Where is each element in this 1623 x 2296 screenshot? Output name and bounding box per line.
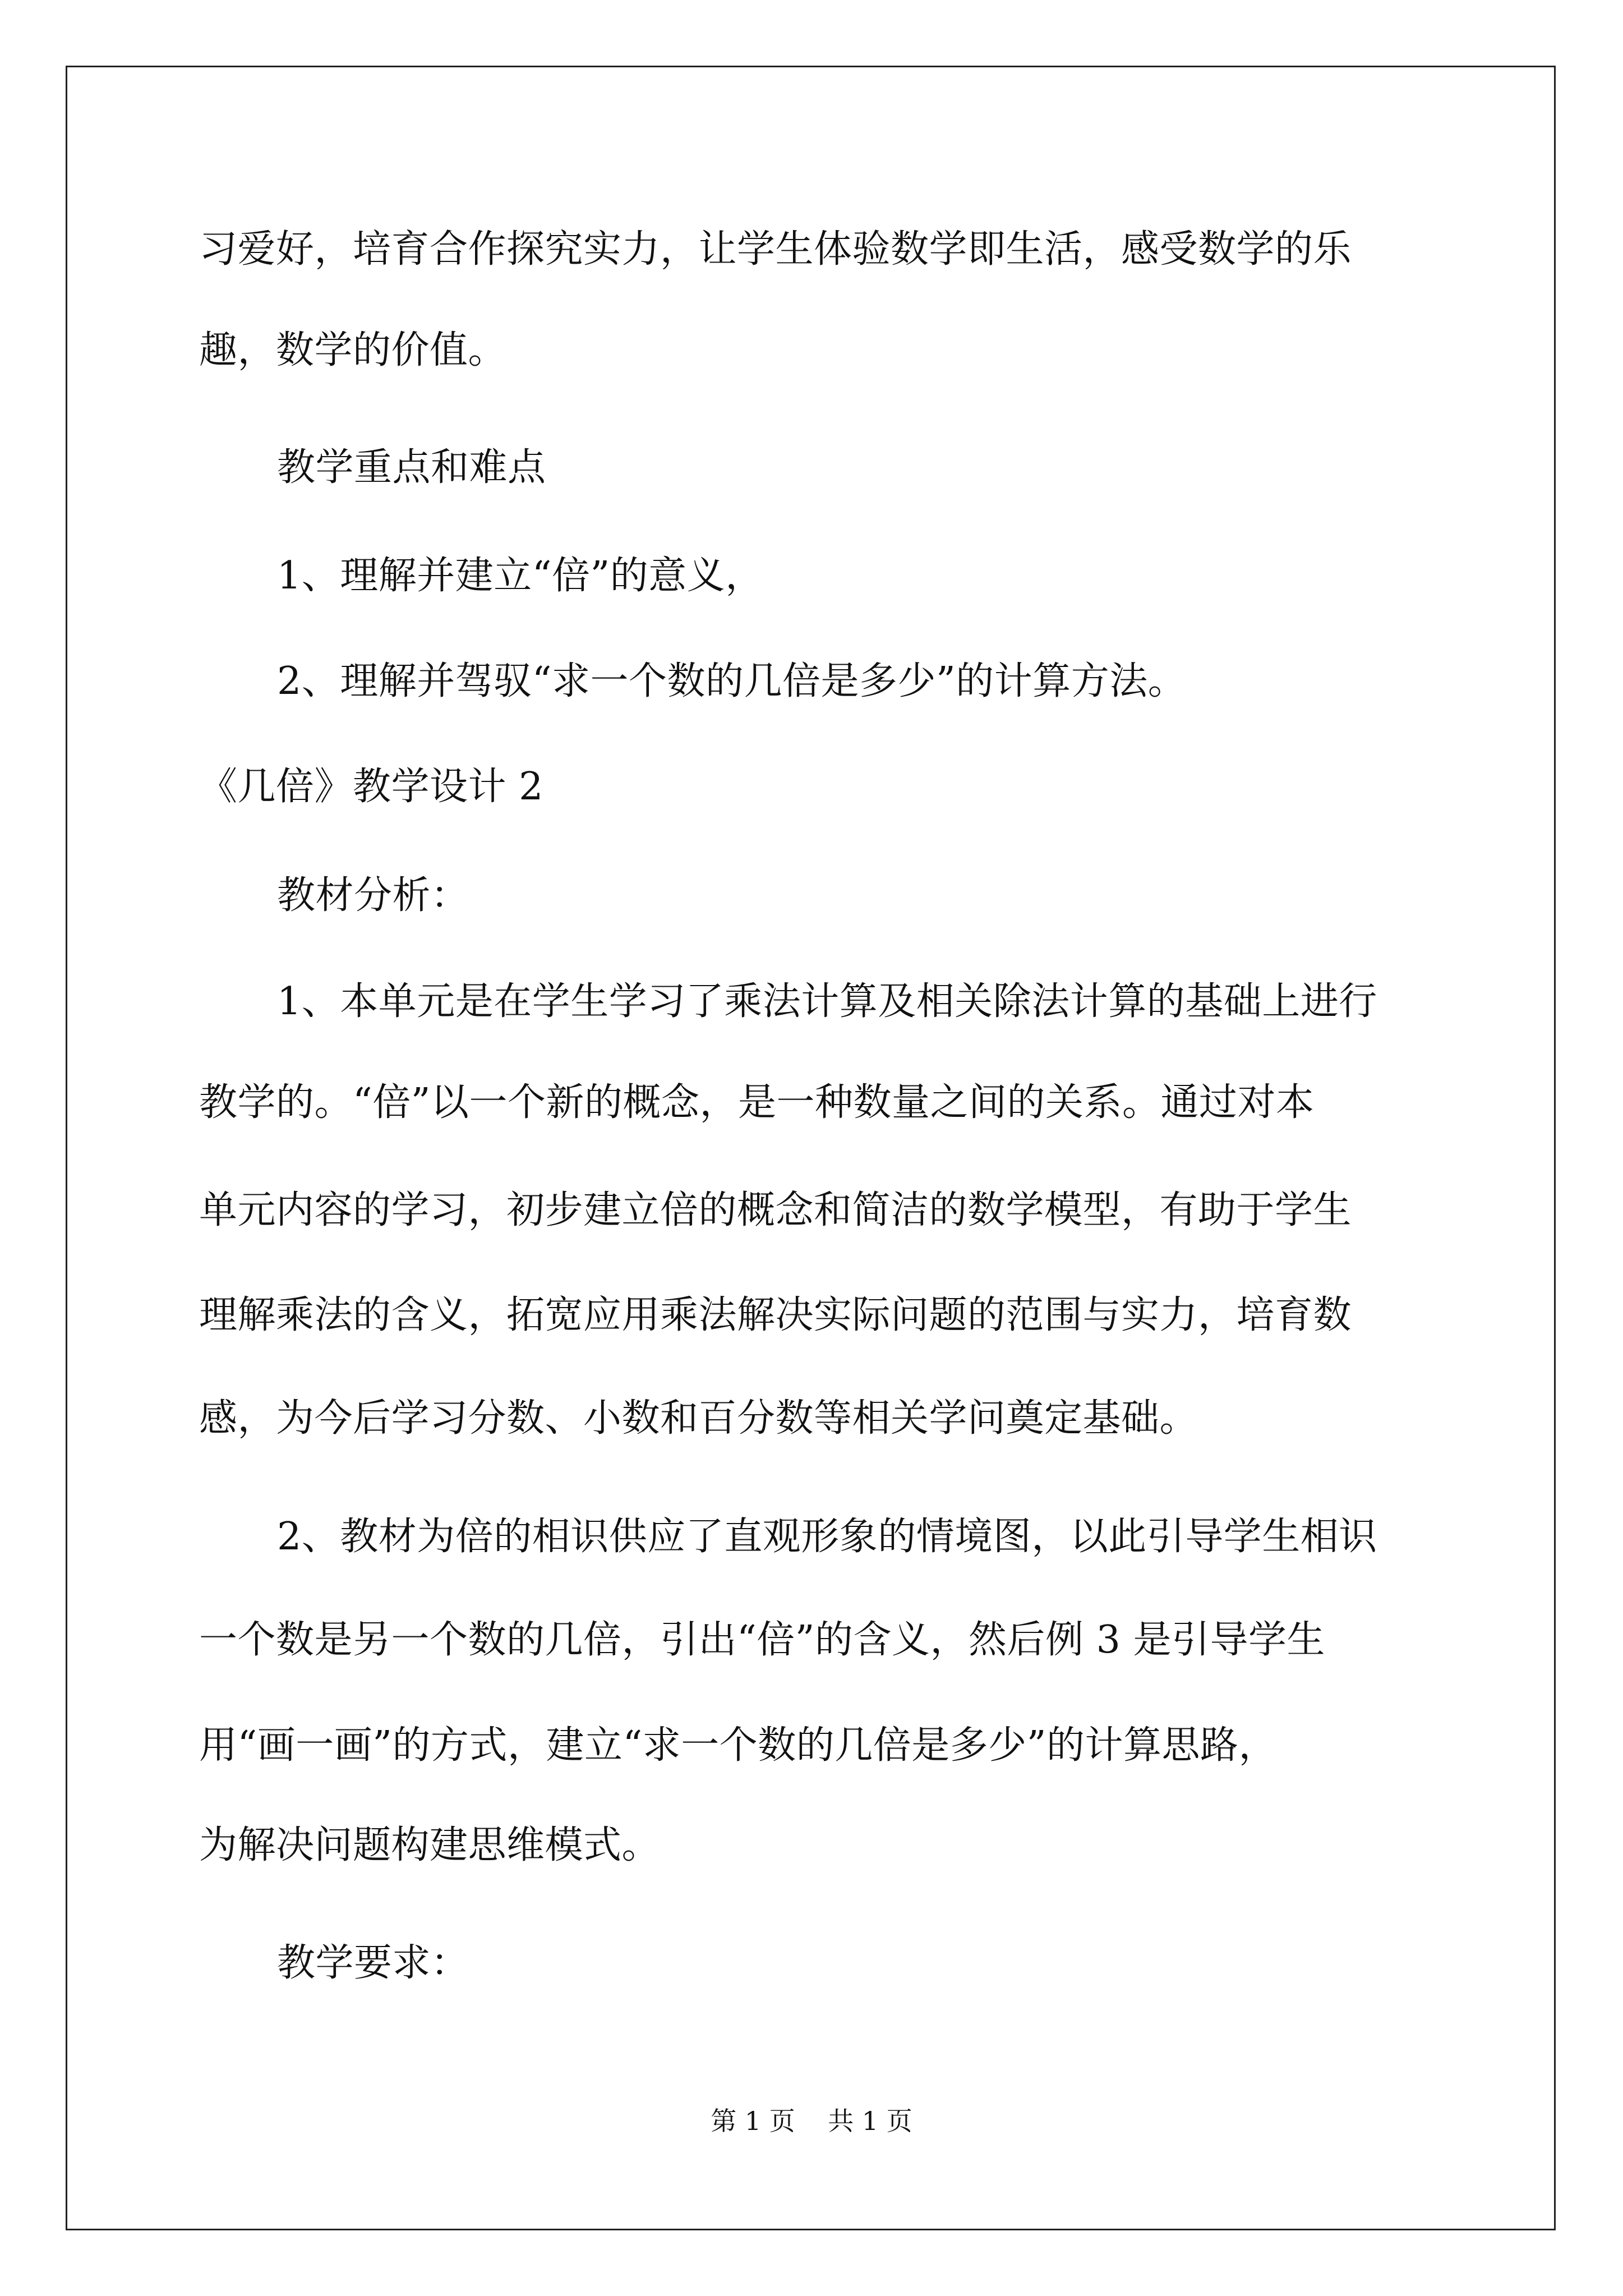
body-text-line: 单元内容的学习，初步建立倍的概念和简洁的数学模型，有助于学生 bbox=[199, 1188, 1352, 1232]
body-text-line: 趣，数学的价值。 bbox=[199, 328, 507, 372]
body-text-line: 2、教材为倍的相识供应了直观形象的情境图，以此引导学生相识 bbox=[277, 1515, 1377, 1559]
body-text-line: 教学的。“倍”以一个新的概念，是一种数量之间的关系。通过对本 bbox=[199, 1080, 1315, 1125]
list-item: 1、理解并建立“倍”的意义， bbox=[277, 554, 764, 598]
section-heading: 教学重点和难点 bbox=[277, 445, 546, 490]
list-item: 2、理解并驾驭“求一个数的几倍是多少”的计算方法。 bbox=[277, 659, 1187, 703]
body-text-line: 感，为今后学习分数、小数和百分数等相关学问奠定基础。 bbox=[199, 1396, 1198, 1441]
body-text-line: 一个数是另一个数的几倍，引出“倍”的含义，然后例 3 是引导学生 bbox=[199, 1618, 1326, 1662]
document-title: 《几倍》教学设计 2 bbox=[199, 765, 543, 809]
body-text-line: 为解决问题构建思维模式。 bbox=[199, 1823, 661, 1867]
section-heading: 教学要求： bbox=[277, 1941, 469, 1985]
page-number-footer: 第 1 页 共 1 页 bbox=[711, 2106, 912, 2136]
body-text-line: 用“画一画”的方式，建立“求一个数的几倍是多少”的计算思路， bbox=[199, 1723, 1278, 1768]
page-border bbox=[66, 66, 1556, 2230]
body-text-line: 习爱好，培育合作探究实力，让学生体验数学即生活，感受数学的乐 bbox=[199, 227, 1352, 272]
body-text-line: 理解乘法的含义，拓宽应用乘法解决实际问题的范围与实力，培育数 bbox=[199, 1293, 1352, 1337]
body-text-line: 1、本单元是在学生学习了乘法计算及相关除法计算的基础上进行 bbox=[277, 979, 1377, 1024]
section-heading: 教材分析： bbox=[277, 873, 469, 918]
